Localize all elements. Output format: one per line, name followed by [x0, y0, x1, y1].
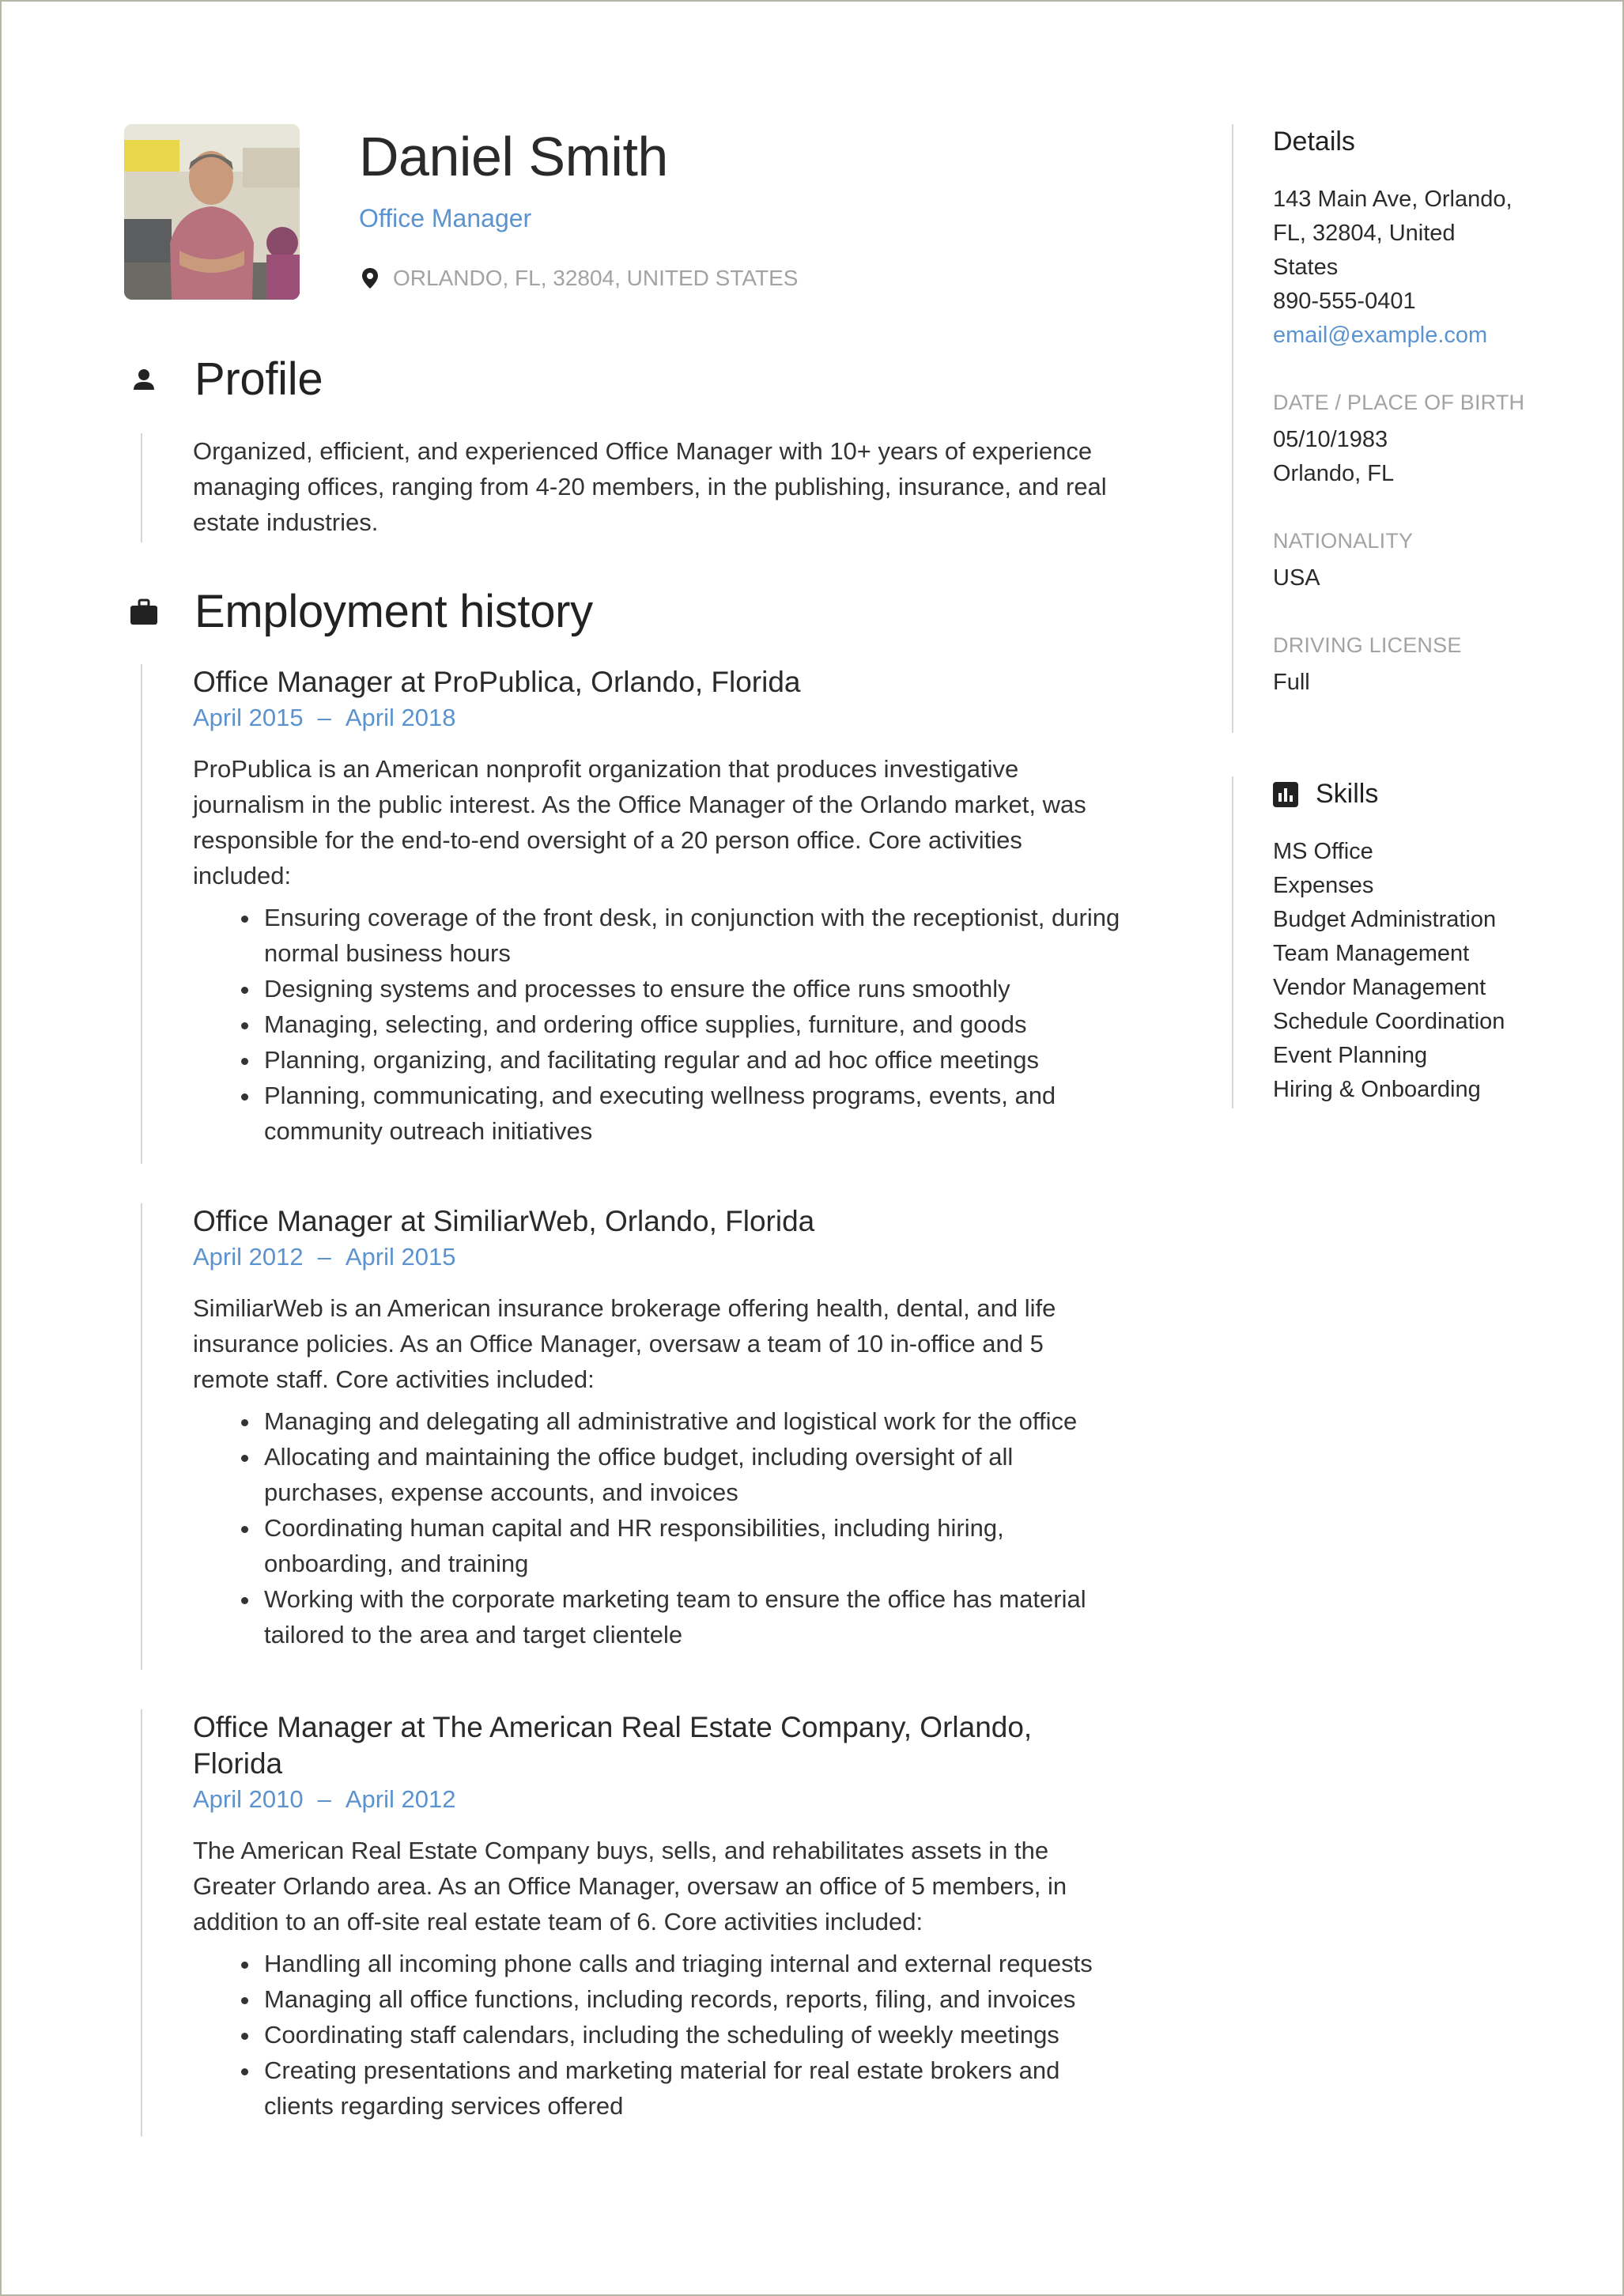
employment-heading: [127, 585, 593, 638]
skills-heading-text: Skills: [1316, 779, 1379, 809]
location-line: [361, 266, 798, 291]
job-title: [193, 664, 1186, 701]
skill-item: Schedule Coordination: [1273, 1009, 1505, 1034]
candidate-name: Daniel Smith: [359, 126, 668, 187]
nationality-label: NATIONALITY: [1273, 529, 1414, 553]
job-description-line: insurance policies. As an Office Manager, oversaw a team of 10 in-office and 5: [193, 1330, 1044, 1358]
job-title: [193, 1203, 1186, 1240]
address: [1273, 183, 1589, 285]
map-pin-icon: [361, 267, 379, 289]
duty-item: [261, 1581, 1186, 1652]
job-start-date: April 2012: [193, 1243, 304, 1271]
duty-item: [261, 1981, 1186, 2017]
job-description-line: journalism in the public interest. As the Office Manager of the Orlando market, was: [193, 791, 1086, 818]
duty-text: Ensuring coverage of the front desk, in conjunction with the receptionist, during: [264, 904, 1120, 931]
duty-item: [261, 2017, 1186, 2052]
job-description-line: included:: [193, 862, 292, 889]
job-description-line: ProPublica is an American nonprofit organization that produces investigative: [193, 755, 1019, 783]
job-start-date: April 2010: [193, 1785, 304, 1813]
job-description-line: addition to an off-site real estate team of 6. Core activities included:: [193, 1908, 923, 1935]
job-description: [193, 751, 1186, 893]
duty-text: onboarding, and training: [264, 1550, 529, 1577]
duty-text: Managing and delegating all administrative and logistical work for the office: [264, 1407, 1078, 1435]
duty-text: Working with the corporate marketing team to ensure the office has material: [264, 1585, 1086, 1613]
job-title-line: Office Manager at The American Real Estate Company, Orlando,: [193, 1711, 1033, 1743]
date-dash: –: [317, 1785, 331, 1813]
duty-text: Handling all incoming phone calls and triaging internal and external requests: [264, 1950, 1093, 1977]
skills-heading: [1273, 779, 1589, 810]
job-description-line: remote staff. Core activities included:: [193, 1365, 595, 1393]
location-text: ORLANDO, FL, 32804, UNITED STATES: [393, 266, 799, 290]
job-description: [193, 1833, 1186, 1939]
duty-text: Planning, organizing, and facilitating regular and ad hoc office meetings: [264, 1046, 1040, 1074]
job-entry: [141, 1709, 1186, 2136]
duty-text: normal business hours: [264, 939, 511, 967]
job-end-date: April 2012: [345, 1785, 456, 1813]
duty-item: [261, 900, 1186, 971]
address-line: 143 Main Ave, Orlando,: [1273, 187, 1513, 212]
duty-list: [193, 900, 1186, 1149]
job-entry: [141, 664, 1186, 1164]
profile-heading-text: Profile: [195, 353, 323, 405]
details-heading: Details: [1273, 127, 1355, 157]
address-line: FL, 32804, United: [1273, 221, 1456, 246]
job-title-line: Office Manager at ProPublica, Orlando, Florida: [193, 666, 801, 698]
duty-text: tailored to the area and target clientele: [264, 1621, 683, 1648]
duty-text: Coordinating staff calendars, including the scheduling of weekly meetings: [264, 2021, 1059, 2049]
duty-item: [261, 1946, 1186, 1981]
duty-text: Planning, communicating, and executing wellness programs, events, and: [264, 1082, 1056, 1109]
bar-chart-icon: [1273, 782, 1298, 807]
skills-list: [1273, 835, 1589, 1107]
employment-heading-text: Employment history: [195, 586, 593, 637]
avatar-illustration: [124, 124, 300, 300]
email-link[interactable]: email@example.com: [1273, 323, 1488, 348]
job-title-line: Florida: [193, 1747, 283, 1780]
avatar-photo: [124, 124, 300, 300]
duty-item: [261, 1042, 1186, 1078]
job-description-line: SimiliarWeb is an American insurance brokerage offering health, dental, and life: [193, 1294, 1056, 1322]
license-value: Full: [1273, 670, 1310, 695]
duty-text: purchases, expense accounts, and invoices: [264, 1478, 738, 1506]
duty-text: Managing all office functions, including records, reports, filing, and invoices: [264, 1985, 1076, 2013]
phone-number: 890-555-0401: [1273, 289, 1416, 314]
date-dash: –: [317, 704, 331, 731]
birth-place: Orlando, FL: [1273, 461, 1395, 486]
profile-line: Organized, efficient, and experienced Office Manager with 10+ years of experience: [193, 437, 1093, 465]
address-line: States: [1273, 255, 1339, 280]
person-icon: [127, 362, 161, 397]
skill-item: Expenses: [1273, 873, 1374, 898]
skills-section: [1273, 779, 1589, 1107]
job-description: [193, 1290, 1186, 1397]
skill-item: Event Planning: [1273, 1043, 1428, 1068]
job-end-date: April 2015: [345, 1243, 456, 1271]
duty-text: Managing, selecting, and ordering office supplies, furniture, and goods: [264, 1010, 1027, 1038]
skill-item: Vendor Management: [1273, 975, 1486, 1000]
duty-item: [261, 1439, 1186, 1510]
duty-list: [193, 1946, 1186, 2124]
sidebar-divider: [1232, 124, 1233, 733]
duty-text: community outreach initiatives: [264, 1117, 593, 1145]
duty-item: [261, 1078, 1186, 1149]
sidebar-divider: [1232, 776, 1233, 1108]
profile-section: [141, 433, 1186, 542]
duty-text: clients regarding services offered: [264, 2092, 624, 2120]
job-dates: [193, 1243, 1186, 1271]
job-description-line: Greater Orlando area. As an Office Manager, oversaw an office of 5 members, in: [193, 1872, 1067, 1900]
briefcase-icon: [127, 595, 161, 629]
job-description-line: The American Real Estate Company buys, sells, and rehabilitates assets in the: [193, 1837, 1049, 1864]
profile-line: estate industries.: [193, 508, 379, 536]
duty-text: Coordinating human capital and HR responsibilities, including hiring,: [264, 1514, 1004, 1542]
duty-item: [261, 1510, 1186, 1581]
duty-list: [193, 1403, 1186, 1652]
candidate-title: Office Manager: [359, 204, 532, 232]
profile-line: managing offices, ranging from 4-20 members, in the publishing, insurance, and real: [193, 473, 1107, 500]
skill-item: Budget Administration: [1273, 907, 1497, 932]
duty-item: [261, 1006, 1186, 1042]
duty-item: [261, 2052, 1186, 2124]
job-start-date: April 2015: [193, 704, 304, 731]
job-description-line: responsible for the end-to-end oversight of a 20 person office. Core activities: [193, 826, 1022, 854]
duty-item: [261, 971, 1186, 1006]
duty-text: Allocating and maintaining the office budget, including oversight of all: [264, 1443, 1014, 1471]
details-section: [1273, 127, 1589, 700]
job-entry: [141, 1203, 1186, 1670]
birth-date: 05/10/1983: [1273, 427, 1388, 452]
birth-label: DATE / PLACE OF BIRTH: [1273, 391, 1525, 414]
nationality-value: USA: [1273, 565, 1320, 591]
job-title-line: Office Manager at SimiliarWeb, Orlando, Florida: [193, 1205, 815, 1237]
profile-heading: [127, 353, 323, 406]
date-dash: –: [317, 1243, 331, 1271]
duty-text: Creating presentations and marketing material for real estate brokers and: [264, 2056, 1060, 2084]
job-dates: [193, 1785, 1186, 1814]
skill-item: MS Office: [1273, 839, 1373, 864]
skill-item: Team Management: [1273, 941, 1470, 966]
duty-item: [261, 1403, 1186, 1439]
skill-item: Hiring & Onboarding: [1273, 1077, 1481, 1102]
license-label: DRIVING LICENSE: [1273, 633, 1462, 657]
duty-text: Designing systems and processes to ensure the office runs smoothly: [264, 975, 1010, 1003]
job-title: [193, 1709, 1186, 1782]
job-end-date: April 2018: [345, 704, 456, 731]
profile-summary: [193, 433, 1186, 540]
job-dates: [193, 704, 1186, 732]
